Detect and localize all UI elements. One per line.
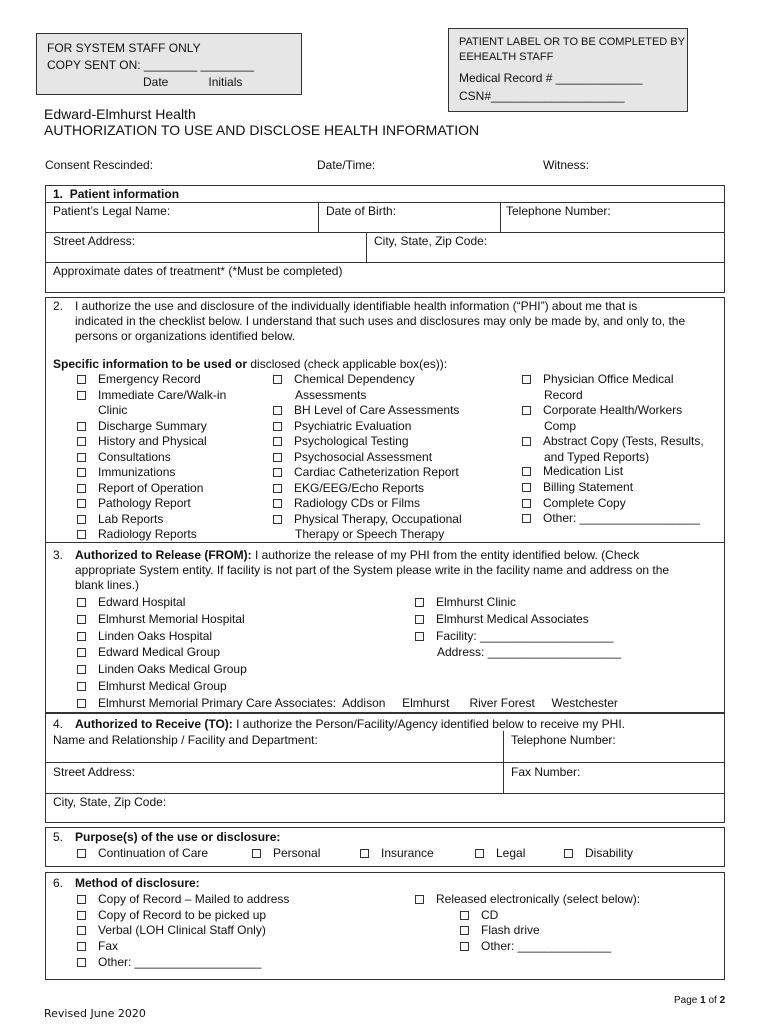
checkbox[interactable]	[415, 598, 424, 607]
s6-title: Method of disclosure:	[75, 876, 200, 890]
staff-box-line1: FOR SYSTEM STAFF ONLY	[47, 41, 201, 55]
checkbox[interactable]	[522, 375, 531, 384]
s2-intro-1: I authorize the use and disclosure of the individually identifiable health information (“PHI”) about me that is	[75, 299, 638, 313]
checkbox[interactable]	[77, 926, 86, 935]
s3-title: Authorized to Release (FROM):	[75, 548, 252, 562]
recipient-street-field[interactable]: Street Address:	[53, 765, 136, 779]
s2-col2-item[interactable]: Cardiac Catheterization Report	[273, 465, 459, 480]
s2-col1-item[interactable]: Immunizations	[77, 465, 175, 480]
s2-col3-item[interactable]: Physician Office Medical	[522, 372, 674, 387]
method-electronic-option[interactable]: Released electronically (select below):	[415, 892, 640, 907]
s6-num: 6.	[53, 876, 64, 890]
medical-record-field[interactable]: Medical Record # _____________	[459, 71, 643, 85]
page-number: Page 1 of 2	[674, 995, 726, 1006]
method-option[interactable]: Copy of Record – Mailed to address	[77, 892, 289, 907]
section-purpose	[45, 827, 725, 867]
checkbox[interactable]	[77, 437, 86, 446]
purpose-option[interactable]: Legal	[475, 846, 525, 861]
s3-text-1: I authorize the release of my PHI from the entity identified below. (Check	[251, 548, 640, 562]
checkbox[interactable]	[273, 453, 282, 462]
s2-col3-item[interactable]: Abstract Copy (Tests, Results,	[522, 434, 704, 449]
consent-datetime[interactable]: Date/Time:	[317, 158, 376, 172]
s2-col2-item[interactable]: Psychological Testing	[273, 434, 409, 449]
s2-col3-item[interactable]: Other: __________________	[522, 511, 700, 526]
checkbox[interactable]	[273, 484, 282, 493]
checkbox[interactable]	[77, 422, 86, 431]
s2-col3-item[interactable]: Billing Statement	[522, 480, 633, 495]
label-box-line1: PATIENT LABEL OR TO BE COMPLETED BY	[459, 36, 685, 48]
electronic-option[interactable]: Other: ______________	[460, 939, 611, 954]
s2-col2-cont: Assessments	[295, 387, 367, 402]
checkbox[interactable]	[77, 849, 86, 858]
section-info-to-disclose	[45, 297, 725, 543]
checkbox[interactable]	[273, 422, 282, 431]
s2-col1-item[interactable]: Consultations	[77, 450, 171, 465]
s3-left-item[interactable]: Edward Hospital	[77, 595, 185, 610]
staff-only-box	[36, 33, 302, 95]
s2-col2-item[interactable]: Physical Therapy, Occupational	[273, 512, 462, 527]
s2-col1-item[interactable]: Pathology Report	[77, 496, 191, 511]
s2-spec-rest: disclosed (check applicable box(es)):	[247, 357, 448, 371]
checkbox[interactable]	[77, 699, 86, 708]
org-name: Edward-Elmhurst Health	[44, 106, 196, 122]
label-box-line2: EEHEALTH STAFF	[459, 51, 554, 63]
checkbox[interactable]	[522, 483, 531, 492]
s3-left-item[interactable]: Elmhurst Memorial Hospital	[77, 612, 245, 627]
checkbox[interactable]	[77, 598, 86, 607]
checkbox[interactable]	[77, 499, 86, 508]
recipient-name-field[interactable]: Name and Relationship / Facility and Department:	[53, 733, 318, 747]
s3-right-item[interactable]: Elmhurst Medical Associates	[415, 612, 589, 627]
s4-title: Authorized to Receive (TO):	[75, 717, 233, 731]
s3-left-item[interactable]: Elmhurst Memorial Primary Care Associates: Addison Elmhurst River Forest Westchester	[77, 696, 618, 711]
checkbox[interactable]	[77, 648, 86, 657]
revised-date: Revised June 2020	[44, 1007, 146, 1020]
checkbox[interactable]	[460, 911, 469, 920]
s2-col1-cont: Clinic	[98, 403, 128, 417]
checkbox[interactable]	[77, 453, 86, 462]
s2-num: 2.	[53, 299, 64, 313]
checkbox[interactable]	[77, 911, 86, 920]
s1-num: 1.	[53, 187, 64, 201]
checkbox[interactable]	[273, 515, 282, 524]
checkbox[interactable]	[77, 391, 86, 400]
checkbox[interactable]	[77, 682, 86, 691]
checkbox[interactable]	[522, 406, 531, 415]
recipient-phone-field[interactable]: Telephone Number:	[511, 733, 616, 747]
checkbox[interactable]	[77, 958, 86, 967]
s2-col2-item[interactable]: Chemical Dependency	[273, 372, 415, 387]
dob-field[interactable]: Date of Birth:	[326, 204, 397, 218]
checkbox[interactable]	[77, 895, 86, 904]
section-release-from	[45, 543, 725, 713]
checkbox[interactable]	[273, 499, 282, 508]
csn-field[interactable]: CSN#____________________	[459, 89, 625, 103]
s4-num: 4.	[53, 717, 64, 731]
s2-col3-item[interactable]: Complete Copy	[522, 496, 626, 511]
recipient-fax-field[interactable]: Fax Number:	[511, 765, 581, 779]
s2-col2-item[interactable]: BH Level of Care Assessments	[273, 403, 459, 418]
checkbox[interactable]	[415, 615, 424, 624]
consent-witness[interactable]: Witness:	[543, 158, 590, 172]
method-option[interactable]: Verbal (LOH Clinical Staff Only)	[77, 923, 266, 938]
checkbox[interactable]	[273, 406, 282, 415]
s2-col1-item[interactable]: Radiology Reports	[77, 527, 197, 542]
s2-col3-cont: Record	[544, 387, 583, 402]
consent-rescinded[interactable]: Consent Rescinded:	[45, 158, 154, 172]
s3-address-field[interactable]: Address: ____________________	[437, 645, 622, 659]
s2-col2-item[interactable]: Psychosocial Assessment	[273, 450, 432, 465]
checkbox[interactable]	[77, 530, 86, 539]
checkbox[interactable]	[77, 468, 86, 477]
checkbox[interactable]	[77, 665, 86, 674]
checkbox[interactable]	[273, 468, 282, 477]
s4-text: I authorize the Person/Facility/Agency identified below to receive my PHI.	[232, 717, 625, 731]
s2-col2-item[interactable]: Psychiatric Evaluation	[273, 419, 411, 434]
checkbox[interactable]	[77, 375, 86, 384]
electronic-option[interactable]: CD	[460, 908, 498, 923]
s5-num: 5.	[53, 830, 64, 844]
treatment-dates-field[interactable]: Approximate dates of treatment* (*Must be completed)	[53, 264, 343, 278]
purpose-option[interactable]: Continuation of Care	[77, 846, 208, 861]
method-option[interactable]: Other: ___________________	[77, 955, 261, 970]
section-receive-to	[45, 713, 725, 823]
patient-city-field[interactable]: City, State, Zip Code:	[374, 234, 488, 248]
checkbox[interactable]	[564, 849, 573, 858]
checkbox[interactable]	[460, 942, 469, 951]
checkbox[interactable]	[273, 375, 282, 384]
s1-title: Patient information	[69, 187, 180, 201]
checkbox[interactable]	[522, 499, 531, 508]
patient-phone-field[interactable]: Telephone Number:	[506, 204, 611, 218]
patient-label-box	[448, 28, 688, 112]
checkbox[interactable]	[252, 849, 261, 858]
staff-box-line3: Date Initials	[143, 75, 243, 89]
checkbox[interactable]	[77, 515, 86, 524]
staff-box-line2: COPY SENT ON: ________ ________	[47, 58, 255, 72]
checkbox[interactable]	[475, 849, 484, 858]
s2-col2-item[interactable]: Radiology CDs or Films	[273, 496, 420, 511]
patient-street-field[interactable]: Street Address:	[53, 234, 136, 248]
checkbox[interactable]	[77, 942, 86, 951]
s3-num: 3.	[53, 548, 64, 562]
s3-right-item[interactable]: Elmhurst Clinic	[415, 595, 516, 610]
checkbox[interactable]	[77, 615, 86, 624]
s2-col3-cont: Comp	[544, 418, 577, 433]
checkbox[interactable]	[522, 437, 531, 446]
checkbox[interactable]	[415, 632, 424, 641]
s2-col1-item[interactable]: Discharge Summary	[77, 419, 207, 434]
s2-col3-item[interactable]: Corporate Health/Workers	[522, 403, 682, 418]
method-option[interactable]: Copy of Record to be picked up	[77, 908, 266, 923]
electronic-option[interactable]: Flash drive	[460, 923, 540, 938]
purpose-option[interactable]: Disability	[564, 846, 633, 861]
s3-left-item[interactable]: Linden Oaks Hospital	[77, 629, 212, 644]
section-method	[45, 872, 725, 980]
s2-col3-item[interactable]: Medication List	[522, 464, 623, 479]
s5-title: Purpose(s) of the use or disclosure:	[75, 830, 281, 844]
checkbox[interactable]	[77, 632, 86, 641]
checkbox[interactable]	[273, 437, 282, 446]
section-patient-info	[45, 185, 725, 293]
recipient-city-field[interactable]: City, State, Zip Code:	[53, 795, 167, 809]
s3-right-item[interactable]: Facility: ____________________	[415, 629, 613, 644]
method-option[interactable]: Fax	[77, 939, 118, 954]
s3-left-item[interactable]: Linden Oaks Medical Group	[77, 662, 247, 677]
s2-intro-2: indicated in the checklist below. I understand that such uses and disclosures may only be made by, and only to, the	[75, 314, 686, 328]
s2-col1-item[interactable]: Lab Reports	[77, 512, 163, 527]
s2-spec-bold: Specific information to be used or	[53, 357, 248, 371]
s3-left-item[interactable]: Edward Medical Group	[77, 645, 220, 660]
purpose-option[interactable]: Personal	[252, 846, 320, 861]
checkbox[interactable]	[522, 514, 531, 523]
s2-col2-cont: Therapy or Speech Therapy	[295, 527, 445, 541]
s2-col3-cont: and Typed Reports)	[544, 449, 650, 464]
s2-col1-item[interactable]: Immediate Care/Walk-in	[77, 388, 226, 403]
checkbox[interactable]	[415, 895, 424, 904]
checkbox[interactable]	[522, 467, 531, 476]
s2-col1-item[interactable]: History and Physical	[77, 434, 207, 449]
s3-text-2: appropriate System entity. If facility is not part of the System please write in the facility name and address on the	[75, 563, 670, 577]
page-title: AUTHORIZATION TO USE AND DISCLOSE HEALTH INFORMATION	[44, 122, 480, 138]
s2-col1-item[interactable]: Emergency Record	[77, 372, 201, 387]
s3-text-3: blank lines.)	[75, 578, 140, 592]
checkbox[interactable]	[460, 926, 469, 935]
checkbox[interactable]	[360, 849, 369, 858]
s2-intro-3: persons or organizations identified below.	[75, 329, 296, 343]
purpose-option[interactable]: Insurance	[360, 846, 434, 861]
s2-col2-item[interactable]: EKG/EEG/Echo Reports	[273, 481, 424, 496]
checkbox[interactable]	[77, 484, 86, 493]
s3-left-item[interactable]: Elmhurst Medical Group	[77, 679, 227, 694]
s2-col1-item[interactable]: Report of Operation	[77, 481, 203, 496]
patient-legal-name-field[interactable]: Patient’s Legal Name:	[53, 204, 171, 218]
